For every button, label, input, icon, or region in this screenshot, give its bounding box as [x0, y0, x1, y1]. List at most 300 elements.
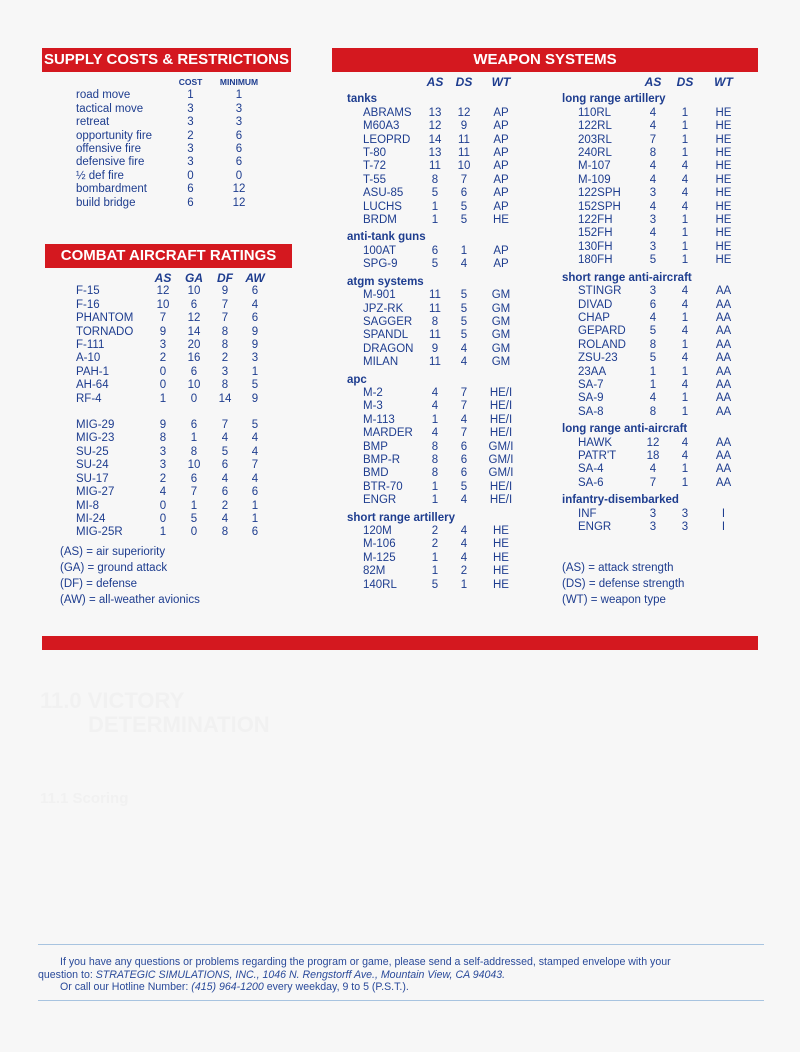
weapon-wt: HE	[715, 120, 732, 133]
weapon-as: 5	[649, 254, 657, 267]
weapon-wt: HE	[493, 525, 509, 537]
weapon-row	[562, 201, 746, 214]
weapon-ds: 6	[460, 187, 468, 200]
aircraft-aw: 9	[251, 339, 259, 352]
aircraft-df: 4	[221, 432, 229, 445]
aircraft-as: 3	[159, 459, 167, 472]
weapon-row	[347, 160, 523, 173]
aircraft-name: MIG-25R	[76, 526, 123, 539]
weapon-name: DIVAD	[578, 298, 613, 311]
weapon-as: 6	[649, 298, 657, 311]
aircraft-as: 3	[159, 339, 167, 352]
weapon-wt: HE	[715, 106, 732, 119]
weapon-as: 4	[649, 392, 657, 405]
aircraft-df: 7	[221, 312, 229, 325]
weapon-row	[562, 312, 746, 325]
weapon-as: 1	[649, 365, 657, 378]
weapon-wt: AA	[715, 298, 732, 311]
weapon-as: 5	[431, 578, 439, 591]
aircraft-name: SU-25	[76, 445, 109, 458]
aircraft-row	[76, 285, 270, 298]
weapon-name: 110RL	[578, 106, 612, 119]
weapon-ds: 11	[458, 147, 470, 160]
weapon-name: ENGR	[363, 494, 397, 507]
supply-minimum: 3	[235, 102, 243, 115]
weapon-category-row	[562, 490, 746, 507]
weapon-wt: AA	[715, 392, 732, 405]
weapon-ds: 4	[681, 173, 689, 186]
weapon-as: 6	[431, 244, 439, 257]
weapon-ds: 1	[681, 365, 689, 378]
weapon-as: 5	[431, 187, 439, 200]
weapon-as: 11	[429, 356, 441, 369]
weapon-ds: 11	[458, 133, 470, 146]
weapon-as: 18	[646, 449, 660, 462]
weapon-row	[347, 579, 523, 592]
weapon-as: 11	[429, 329, 441, 342]
weapon-ds: 4	[460, 551, 468, 564]
weapon-ds: 4	[460, 525, 468, 537]
weapon-row	[562, 339, 746, 352]
aircraft-as: 0	[159, 499, 167, 512]
weapon-wt: AP	[493, 187, 509, 200]
weapon-ds: 7	[460, 386, 468, 399]
weapon-wt: I	[721, 507, 726, 520]
supply-cost: 1	[187, 89, 194, 102]
weapon-ds: 1	[681, 476, 689, 489]
aircraft-df: 8	[221, 526, 229, 539]
weapon-row	[347, 481, 523, 494]
weapon-row	[562, 120, 746, 133]
weapon-as: 4	[431, 400, 439, 413]
aircraft-aw: 1	[251, 499, 259, 512]
weapon-wt: HE	[493, 538, 509, 551]
aircraft-row	[76, 473, 270, 486]
weapon-row	[347, 427, 523, 440]
aircraft-as: 2	[159, 352, 167, 365]
footer-rule-top	[38, 944, 764, 945]
weapon-name: SPG-9	[363, 258, 398, 271]
weapon-wt: AP	[493, 160, 509, 173]
weapons-right-table	[562, 76, 746, 534]
aircraft-as: 3	[159, 445, 167, 458]
aircraft-row	[76, 326, 270, 339]
weapon-row	[347, 441, 523, 454]
aircraft-aw: 6	[251, 526, 259, 539]
aircraft-row	[76, 352, 270, 365]
weapon-name: M-106	[363, 538, 396, 551]
weapon-name: M-901	[363, 289, 396, 302]
weapon-wt: HE/I	[489, 413, 513, 426]
aircraft-ga: 12	[187, 312, 201, 325]
weapon-name: 122SPH	[578, 187, 621, 200]
weapon-wt: HE	[715, 214, 732, 227]
weapon-as: 4	[649, 227, 657, 240]
footer-rule-bottom	[38, 1000, 764, 1001]
supply-cost: 3	[187, 143, 194, 156]
aircraft-table	[76, 272, 270, 540]
aircraft-ga: 1	[190, 499, 198, 512]
weapon-as: 4	[649, 120, 657, 133]
aircraft-name: MI-24	[76, 512, 106, 525]
weapons-legend	[562, 560, 684, 608]
weapon-as: 5	[649, 352, 657, 365]
weapon-ds: 4	[681, 160, 689, 173]
weapon-wt: GM	[491, 329, 511, 342]
aircraft-as: 2	[159, 472, 167, 485]
supply-col-cost: COST	[178, 77, 203, 87]
weapon-ds: 1	[681, 214, 689, 227]
weapon-ds: 1	[681, 106, 689, 119]
supply-row	[76, 183, 270, 196]
weapon-row	[347, 134, 523, 147]
aircraft-as: 0	[159, 365, 167, 378]
weapon-wt: AA	[715, 311, 732, 324]
weapon-wt: HE	[715, 160, 732, 173]
weapon-name: SA-9	[578, 392, 604, 405]
weapon-as: 1	[431, 214, 439, 227]
weapon-ds: 1	[681, 311, 689, 324]
weapon-name: 240RL	[578, 147, 612, 160]
aircraft-aw: 5	[251, 419, 259, 432]
aircraft-name: TORNADO	[76, 325, 134, 338]
weapon-name: ZSU-23	[578, 352, 618, 365]
weapon-row	[347, 343, 523, 356]
weapon-wt: HE	[715, 254, 732, 267]
aircraft-row	[76, 526, 270, 539]
weapon-row	[347, 245, 523, 258]
weapon-as: 8	[431, 467, 439, 480]
weapon-ds: 1	[681, 405, 689, 418]
weapon-as: 12	[428, 120, 442, 133]
weapon-ds: 1	[681, 227, 689, 240]
weapon-wt: HE	[715, 200, 732, 213]
weapon-row	[562, 477, 746, 490]
aircraft-header-df: DF	[217, 271, 233, 285]
weapon-row	[562, 227, 746, 240]
footer-line2-prefix: question to:	[38, 968, 96, 981]
aircraft-name: SU-24	[76, 459, 109, 472]
weapon-row	[562, 463, 746, 476]
footer-phone: (415) 964-1200	[191, 981, 264, 993]
weapon-row	[562, 187, 746, 200]
weapon-wt: AP	[493, 244, 509, 257]
aircraft-row	[76, 379, 270, 392]
weapon-row	[347, 552, 523, 565]
aircraft-ga: 6	[190, 472, 198, 485]
aircraft-row	[76, 432, 270, 445]
aircraft-ga: 6	[190, 365, 198, 378]
legend-ga: (GA) = ground attack	[60, 562, 168, 574]
weapon-category-row	[562, 268, 746, 285]
footer-text	[38, 956, 768, 994]
weapon-wt: AA	[715, 352, 732, 365]
weapon-as: 1	[431, 565, 439, 578]
weapon-ds: 4	[460, 342, 468, 355]
aircraft-aw: 6	[251, 285, 259, 298]
weapon-wt: HE/I	[489, 400, 513, 413]
supply-row	[76, 156, 270, 169]
weapon-row	[347, 258, 523, 271]
faint-heading-line1: 11.0 VICTORY	[40, 688, 185, 713]
weapon-ds: 7	[460, 173, 468, 186]
weapon-ds: 7	[460, 400, 468, 413]
supply-label: bombardment	[76, 183, 147, 196]
aircraft-name: MI-8	[76, 499, 99, 512]
weapon-name: HAWK	[578, 436, 613, 449]
weapon-as: 1	[431, 480, 439, 493]
weapon-category: tanks	[347, 93, 378, 106]
weapon-row	[347, 356, 523, 369]
weapon-wt: AP	[493, 120, 509, 133]
aircraft-as: 10	[156, 298, 170, 311]
weapon-name: M-107	[578, 160, 611, 173]
aircraft-df: 14	[218, 392, 232, 405]
weapon-row	[347, 525, 523, 538]
supply-label: offensive fire	[76, 143, 141, 156]
aircraft-as: 0	[159, 379, 167, 392]
weapon-as: 4	[649, 160, 657, 173]
aircraft-df: 6	[221, 459, 229, 472]
aircraft-name: F-15	[76, 285, 100, 298]
supply-minimum: 6	[235, 143, 243, 156]
weapon-as: 12	[646, 436, 660, 449]
aircraft-header-as: AS	[154, 271, 172, 285]
weapon-wt: AA	[715, 285, 732, 298]
supply-cost: 3	[187, 102, 194, 115]
aircraft-row	[76, 312, 270, 325]
weapon-as: 8	[649, 405, 657, 418]
weapon-ds: 4	[681, 285, 689, 298]
weapon-ds: 3	[681, 507, 689, 520]
supply-cost: 3	[187, 156, 194, 169]
weapon-wt: AP	[493, 200, 509, 213]
weapon-wt: GM	[491, 302, 511, 315]
weapon-row	[562, 174, 746, 187]
aircraft-row	[76, 459, 270, 472]
aircraft-name: MIG-29	[76, 419, 115, 432]
supply-minimum: 0	[235, 169, 243, 182]
aircraft-as: 7	[159, 312, 167, 325]
aircraft-as: 4	[159, 486, 167, 499]
weapon-name: 122RL	[578, 120, 612, 133]
weapon-ds: 4	[460, 494, 468, 507]
weapon-row	[562, 299, 746, 312]
weapon-ds: 5	[460, 200, 468, 213]
weapon-name: CHAP	[578, 311, 610, 324]
weapon-as: 4	[649, 106, 657, 119]
aircraft-ga: 0	[190, 392, 198, 405]
weapon-name: ASU-85	[363, 187, 404, 200]
weapon-ds: 1	[681, 133, 689, 146]
supply-minimum: 12	[232, 196, 246, 209]
weapon-ds: 4	[460, 538, 468, 551]
aircraft-ga: 10	[187, 285, 201, 298]
aircraft-name: A-10	[76, 352, 101, 365]
aircraft-as: 9	[159, 325, 167, 338]
legend-attack-strength: (AS) = attack strength	[562, 562, 674, 574]
weapon-name: ABRAMS	[363, 106, 412, 119]
weapon-wt: AA	[715, 338, 732, 351]
weapon-row	[347, 400, 523, 413]
aircraft-as: 0	[159, 512, 167, 525]
weapon-name: SAGGER	[363, 315, 413, 328]
supply-cost: 6	[187, 183, 194, 196]
weapons-right-header-as: AS	[644, 75, 662, 89]
weapon-ds: 1	[681, 338, 689, 351]
weapon-as: 8	[431, 173, 439, 186]
weapon-as: 1	[431, 200, 439, 213]
aircraft-aw: 3	[251, 352, 259, 365]
weapon-name: 203RL	[578, 133, 612, 146]
weapon-row	[562, 437, 746, 450]
weapon-row	[347, 120, 523, 133]
weapon-ds: 12	[457, 106, 471, 119]
weapon-name: BMP-R	[363, 453, 401, 466]
weapon-row	[347, 289, 523, 302]
weapon-row	[347, 565, 523, 578]
aircraft-aw: 4	[251, 445, 259, 458]
weapon-name: SPANDL	[363, 329, 409, 342]
weapon-as: 3	[649, 187, 657, 200]
weapon-name: M-109	[578, 173, 611, 186]
aircraft-as: 8	[159, 432, 167, 445]
weapon-as: 13	[428, 106, 442, 119]
weapon-ds: 5	[460, 329, 468, 342]
aircraft-legend	[60, 544, 200, 608]
supply-row	[76, 143, 270, 156]
weapon-row	[347, 187, 523, 200]
weapon-as: 3	[649, 240, 657, 253]
weapon-wt: AA	[715, 476, 732, 489]
weapon-ds: 4	[681, 298, 689, 311]
weapon-category-row	[562, 419, 746, 436]
legend-as: (AS) = air superiority	[60, 546, 166, 558]
weapon-as: 1	[649, 378, 657, 391]
weapon-ds: 1	[681, 120, 689, 133]
weapon-as: 8	[431, 440, 439, 453]
weapon-wt: HE	[715, 240, 732, 253]
weapon-wt: HE	[715, 173, 732, 186]
aircraft-df: 8	[221, 339, 229, 352]
aircraft-df: 7	[221, 419, 229, 432]
aircraft-row	[76, 339, 270, 352]
weapon-row	[562, 379, 746, 392]
weapon-ds: 1	[681, 463, 689, 476]
weapon-ds: 1	[460, 244, 468, 257]
weapon-name: T-72	[363, 160, 387, 173]
weapon-name: SA-6	[578, 476, 604, 489]
weapon-name: BMP	[363, 440, 388, 453]
weapon-row	[562, 406, 746, 419]
weapon-name: 152SPH	[578, 200, 621, 213]
weapon-category: long range anti-aircraft	[562, 423, 688, 436]
weapon-as: 4	[649, 311, 657, 324]
weapon-as: 4	[431, 427, 439, 440]
weapon-as: 1	[431, 551, 439, 564]
supply-cost: 0	[187, 169, 194, 182]
supply-minimum: 3	[235, 116, 243, 129]
weapon-as: 8	[431, 315, 439, 328]
weapon-name: 122FH	[578, 214, 613, 227]
aircraft-header-aw: AW	[245, 271, 265, 285]
weapon-as: 8	[649, 147, 657, 160]
weapon-ds: 1	[681, 240, 689, 253]
weapon-name: SA-4	[578, 463, 604, 476]
weapon-name: SA-7	[578, 378, 604, 391]
weapon-wt: GM/I	[488, 467, 514, 480]
weapon-row	[347, 174, 523, 187]
weapon-name: 140RL	[363, 578, 397, 591]
weapon-category: apc	[347, 373, 367, 386]
footer-line1: If you have any questions or problems regarding the program or game, please send a self-addressed, stamped envelope with your	[60, 956, 671, 968]
weapon-wt: AA	[715, 378, 732, 391]
weapon-name: M60A3	[363, 120, 400, 133]
footer-line3-prefix: Or call our Hotline Number:	[60, 981, 192, 993]
weapon-name: BTR-70	[363, 480, 403, 493]
weapon-as: 8	[649, 338, 657, 351]
weapon-wt: HE	[715, 187, 732, 200]
weapon-ds: 5	[460, 289, 468, 302]
weapon-as: 8	[431, 453, 439, 466]
aircraft-aw: 9	[251, 392, 259, 405]
footer-address: STRATEGIC SIMULATIONS, INC., 1046 N. Rengstorff Ave., Mountain View, CA 94043.	[95, 968, 506, 981]
weapon-ds: 5	[460, 302, 468, 315]
aircraft-df: 3	[221, 365, 229, 378]
weapon-category: long range artillery	[562, 93, 666, 106]
aircraft-row	[76, 500, 270, 513]
supply-minimum: 6	[235, 129, 243, 142]
aircraft-aw: 6	[251, 312, 259, 325]
faint-heading-line2: DETERMINATION	[88, 712, 270, 737]
weapon-row	[562, 134, 746, 147]
weapon-wt: HE	[493, 214, 509, 227]
weapon-name: LEOPRD	[363, 133, 411, 146]
supply-label: tactical move	[76, 102, 144, 115]
aircraft-df: 6	[221, 486, 229, 499]
weapon-name: M-125	[363, 551, 396, 564]
weapon-wt: HE	[715, 147, 732, 160]
weapon-row	[562, 450, 746, 463]
legend-defense-strength: (DS) = defense strength	[562, 578, 685, 590]
aircraft-header-ga: GA	[185, 271, 203, 285]
aircraft-aw: 4	[251, 432, 259, 445]
weapon-wt: I	[721, 521, 726, 533]
weapon-as: 11	[429, 289, 441, 302]
weapon-wt: HE	[493, 551, 509, 564]
aircraft-ga: 20	[187, 339, 201, 352]
weapon-category-row	[347, 272, 523, 289]
supply-title: SUPPLY COSTS & RESTRICTIONS	[42, 48, 291, 72]
weapon-category-row	[347, 508, 523, 525]
weapon-row	[347, 414, 523, 427]
footer-line2	[38, 969, 768, 982]
aircraft-aw: 4	[251, 472, 259, 485]
footer-line3-suffix: every weekday, 9 to 5 (P.S.T.).	[263, 981, 409, 993]
weapon-ds: 5	[460, 214, 468, 227]
aircraft-as: 1	[159, 526, 167, 539]
weapon-row	[347, 454, 523, 467]
weapon-ds: 4	[681, 436, 689, 449]
weapon-row	[562, 241, 746, 254]
aircraft-name: SU-17	[76, 472, 109, 485]
supply-row	[76, 130, 270, 143]
weapon-ds: 6	[460, 467, 468, 480]
weapon-ds: 4	[681, 200, 689, 213]
supply-minimum: 1	[235, 89, 243, 102]
weapon-as: 3	[649, 507, 657, 520]
weapon-wt: HE	[715, 133, 732, 146]
